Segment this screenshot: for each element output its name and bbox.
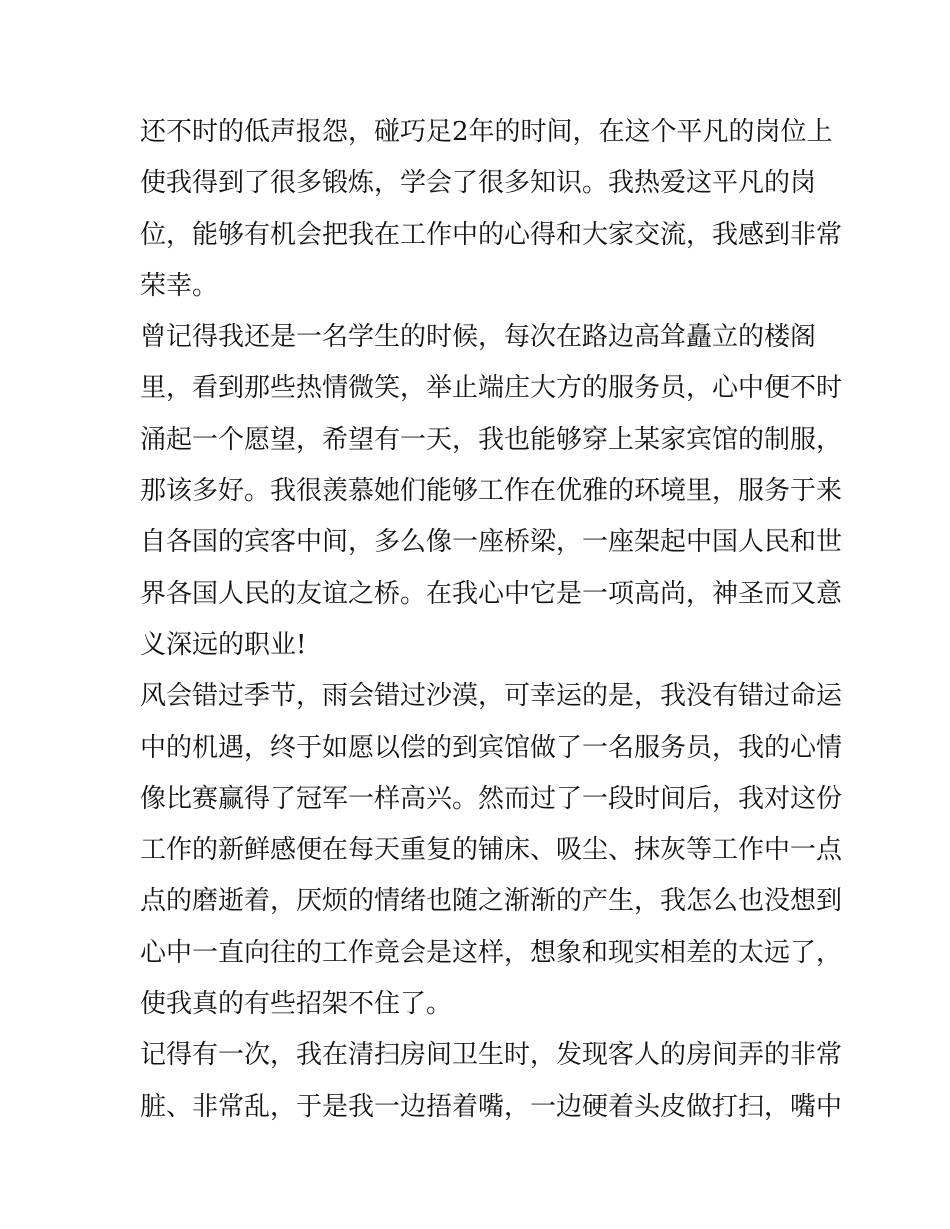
text-line: 使我真的有些招架不住了。	[140, 989, 453, 1020]
text-line: 中的机遇，终于如愿以偿的到宾馆做了一名服务员，我的心情	[140, 732, 843, 763]
text-line: 还不时的低声报怨，碰巧足2年的时间，在这个平凡的岗位上	[140, 117, 833, 147]
document-body	[140, 107, 843, 1133]
text-line: 点的磨逝着，厌烦的情绪也随之渐渐的产生，我怎么也没想到	[140, 886, 843, 917]
text-line: 里，看到那些热情微笑，举止端庄大方的服务员，心中便不时	[140, 373, 843, 404]
text-line: 工作的新鲜感便在每天重复的铺床、吸尘、抹灰等工作中一点	[140, 835, 843, 866]
text-line: 风会错过季节，雨会错过沙漠，可幸运的是，我没有错过命运	[140, 681, 843, 712]
text-line: 义深远的职业!	[140, 629, 307, 660]
text-line: 位，能够有机会把我在工作中的心得和大家交流，我感到非常	[140, 219, 843, 250]
text-line: 自各国的宾客中间，多么像一座桥梁，一座架起中国人民和世	[140, 527, 843, 558]
text-line: 曾记得我还是一名学生的时候，每次在路边高耸矗立的楼阁	[140, 322, 817, 353]
text-line: 那该多好。我很羡慕她们能够工作在优雅的环境里，服务于来	[140, 476, 843, 507]
text-line: 像比赛赢得了冠军一样高兴。然而过了一段时间后，我对这份	[140, 783, 843, 814]
text-line: 荣幸。	[140, 270, 219, 301]
text-line: 心中一直向往的工作竟会是这样，想象和现实相差的太远了，	[140, 937, 843, 968]
text-line: 使我得到了很多锻炼，学会了很多知识。我热爱这平凡的岗	[140, 168, 817, 199]
text-line: 界各国人民的友谊之桥。在我心中它是一项高尚，神圣而又意	[140, 578, 843, 609]
text-line: 涌起一个愿望，希望有一天，我也能够穿上某家宾馆的制服，	[140, 424, 843, 455]
text-line: 记得有一次，我在清扫房间卫生时，发现客人的房间弄的非常	[140, 1040, 843, 1071]
text-line: 脏、非常乱，于是我一边捂着嘴，一边硬着头皮做打扫，嘴中	[140, 1091, 843, 1122]
